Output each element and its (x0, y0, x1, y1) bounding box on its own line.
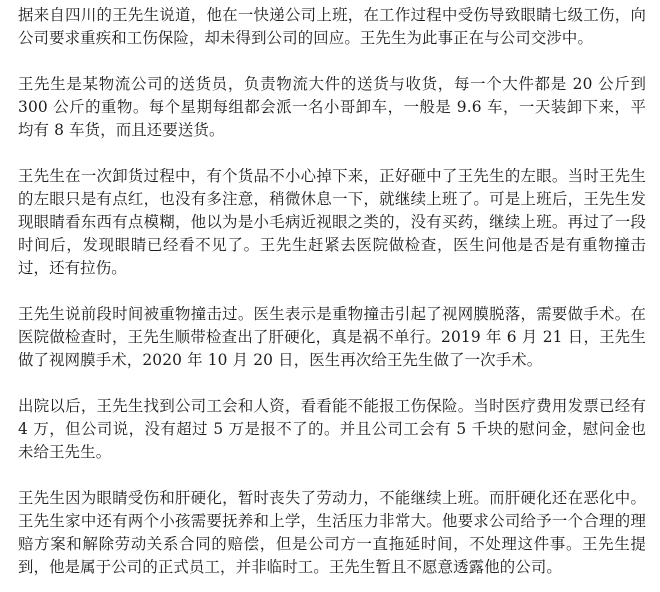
paragraph-current-situation: 王先生因为眼睛受伤和肝硬化，暂时丧失了劳动力，不能继续上班。而肝硬化还在恶化中。王先生家中还有两个小孩需要抚养和上学，生活压力非常大。他要求公司给予一个合理的理赔方案和解除劳动关系合同的赔偿，但是公司方一直拖延时间，不处理这件事。王先生提到，他是属于公司的正式员工，并非临时工。王先生暂且不愿意透露他的公司。 (18, 489, 646, 576)
paragraph-intro: 据来自四川的王先生说道，他在一快递公司上班，在工作过程中受伤导致眼睛七级工伤，向公司要求重疾和工伤保险，却未得到公司的回应。王先生为此事正在与公司交涉中。 (18, 6, 646, 47)
paragraph-job-description: 王先生是某物流公司的送货员，负责物流大件的送货与收货，每一个大件都是 20 公斤到 300 公斤的重物。每个星期每组都会派一名小哥卸车，一般是 9.6 车，一天装卸下来，平均有 8 车货，而且还要送货。 (18, 75, 646, 139)
paragraph-injury-event: 王先生在一次卸货过程中，有个货品不小心掉下来，正好砸中了王先生的左眼。当时王先生的左眼只是有点红，也没有多注意，稍微休息一下，就继续上班了。可是上班后，王先生发现眼睛看东西有点模糊，他以为是小毛病近视眼之类的，没有买药，继续上班。再过了一段时间后，发现眼睛已经看不见了。王先生赶紧去医院做检查，医生问他是否是有重物撞击过，还有拉伤。 (18, 167, 646, 277)
paragraph-surgery: 王先生说前段时间被重物撞击过。医生表示是重物撞击引起了视网膜脱落，需要做手术。在医院做检查时，王先生顺带检查出了肝硬化，真是祸不单行。2019 年 6 月 21 日，王先生做了视网膜手术，2020 年 10 月 20 日，医生再次给王先生做了一次手术。 (18, 305, 646, 369)
article-body (18, 4, 646, 579)
paragraph-insurance-claim: 出院以后，王先生找到公司工会和人资，看看能不能报工伤保险。当时医疗费用发票已经有 4 万，但公司说，没有超过 5 万是报不了的。并且公司工会有 5 千块的慰问金，慰问金也未给王先生。 (18, 397, 646, 461)
